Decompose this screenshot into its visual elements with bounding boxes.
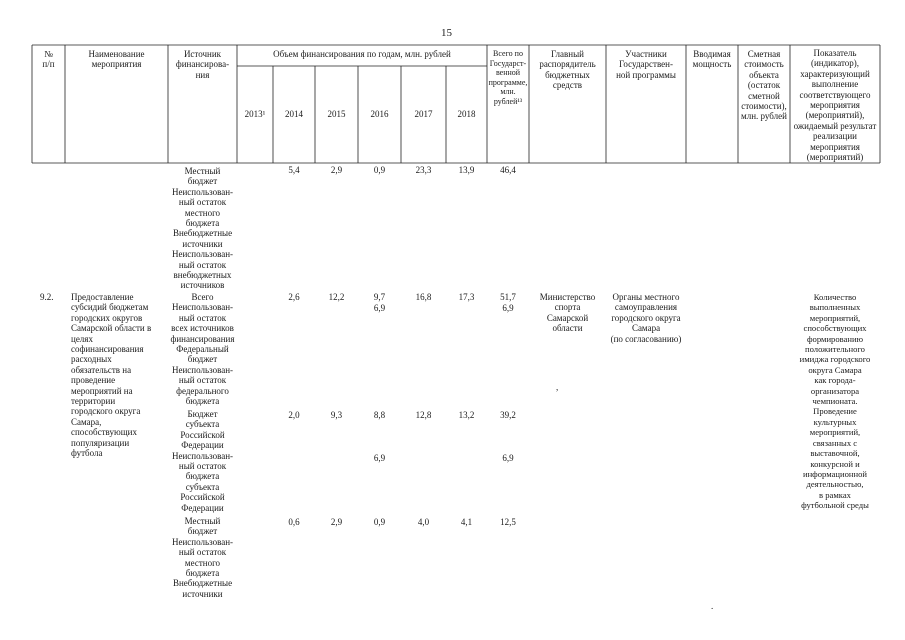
row-9-2-sources-b: Бюджет субъекта Российской Федерации Неиспользован- ный остаток бюджета субъекта Российской Федерации <box>171 409 234 513</box>
header-indicator: Показатель (индикатор), характеризующий выполнение соответствующего мероприятия (мероприятий), ожидаемый результат реализации мероприятия (мероприятий) <box>793 48 877 163</box>
local-value-2017: 4,0 <box>417 517 430 527</box>
row-9-2-sources-c: Местный бюджет Неиспользован- ный остаток местного бюджета Внебюджетные источники <box>171 516 234 599</box>
total-value-2014: 2,6 <box>288 292 300 302</box>
row-9-2-indicator: Количество выполненных мероприятий, способствующих формированию положительного имиджа городского округа Самара как города- организатора чемпионата. Проведение культурных мероприятий, связанных с выставочной, конкурсной и информационной деятельностью, в рамках футбольной среды <box>799 292 871 511</box>
local-value-2016: 0,9 <box>373 517 386 527</box>
header-participants: Участники Государствен- ной программы <box>616 49 676 80</box>
total-value-sum: 51,7 <box>500 292 516 302</box>
regional-unused-sum: 6,9 <box>502 453 514 463</box>
row-9-2-name: Предоставление субсидий бюджетам городских округов Самарской области в целях софинансирования расходных обязательств на проведение мероприятий на территории городского округа Самара, способствующих популяризации футбола <box>71 292 152 459</box>
total-value-2015: 12,2 <box>328 292 345 302</box>
regional-value-2015: 9,3 <box>330 410 343 420</box>
header-year-2018: 2018 <box>457 109 476 119</box>
top-value-2016: 0,9 <box>373 165 386 175</box>
top-block-sources: Местный бюджет Неиспользован- ный остаток местного бюджета Внебюджетные источники Неиспользован- ный остаток внебюджетных источников <box>171 166 234 291</box>
total-value-2016: 9,7 <box>373 292 386 302</box>
regional-value-2016: 8,8 <box>373 410 386 420</box>
header-year-2016: 2016 <box>370 109 389 119</box>
row-9-2-sources-a: Всего Неиспользован- ный остаток всех источников финансирования Федеральный бюджет Неиспользован- ный остаток федерального бюджета <box>170 292 235 407</box>
header-source: Источник финансирова- ния <box>175 49 230 80</box>
header-administrator: Главный распорядитель бюджетных средств <box>539 49 596 91</box>
regional-value-2017: 12,8 <box>415 410 432 420</box>
total-unused-sum: 6,9 <box>502 303 514 313</box>
total-value-2018: 17,3 <box>458 292 475 302</box>
header-estimated-cost: Сметная стоимость объекта (остаток сметной стоимости), млн. рублей <box>741 49 787 122</box>
regional-value-sum: 39,2 <box>500 410 516 420</box>
local-value-sum: 12,5 <box>500 517 516 527</box>
header-name: Наименование мероприятия <box>88 49 145 70</box>
header-year-2017: 2017 <box>414 109 433 119</box>
scan-mark: , <box>556 382 559 392</box>
header-volume: Объем финансирования по годам, млн. рублей <box>273 49 451 59</box>
local-value-2015: 2,9 <box>330 517 343 527</box>
row-9-2-administrator: Министерство спорта Самарской области <box>539 292 596 334</box>
row-9-2-participants: Органы местного самоуправления городского округа Самара (по согласованию) <box>610 292 682 344</box>
top-value-2017: 23,3 <box>415 165 432 175</box>
total-value-2017: 16,8 <box>415 292 432 302</box>
header-capacity: Вводимая мощность <box>692 49 732 70</box>
header-total: Всего по Государст- венной программе, млн. рублей¹³ <box>488 49 528 106</box>
regional-value-2018: 13,2 <box>458 410 475 420</box>
total-unused-2016: 6,9 <box>373 303 386 313</box>
regional-unused-2016: 6,9 <box>373 453 386 463</box>
header-num: № п/п <box>42 49 55 70</box>
row-9-2-number: 9.2. <box>40 292 54 302</box>
header-year-2013: 2013¹ <box>244 109 266 119</box>
header-year-2015: 2015 <box>327 109 346 119</box>
top-value-2014: 5,4 <box>288 165 300 175</box>
scan-mark: . <box>711 601 714 611</box>
page-number: 15 <box>441 27 452 39</box>
local-value-2014: 0,6 <box>288 517 300 527</box>
top-value-2018: 13,9 <box>458 165 475 175</box>
regional-value-2014: 2,0 <box>288 410 300 420</box>
header-year-2014: 2014 <box>285 109 303 119</box>
top-value-total: 46,4 <box>500 165 516 175</box>
local-value-2018: 4,1 <box>460 517 473 527</box>
top-value-2015: 2,9 <box>330 165 343 175</box>
